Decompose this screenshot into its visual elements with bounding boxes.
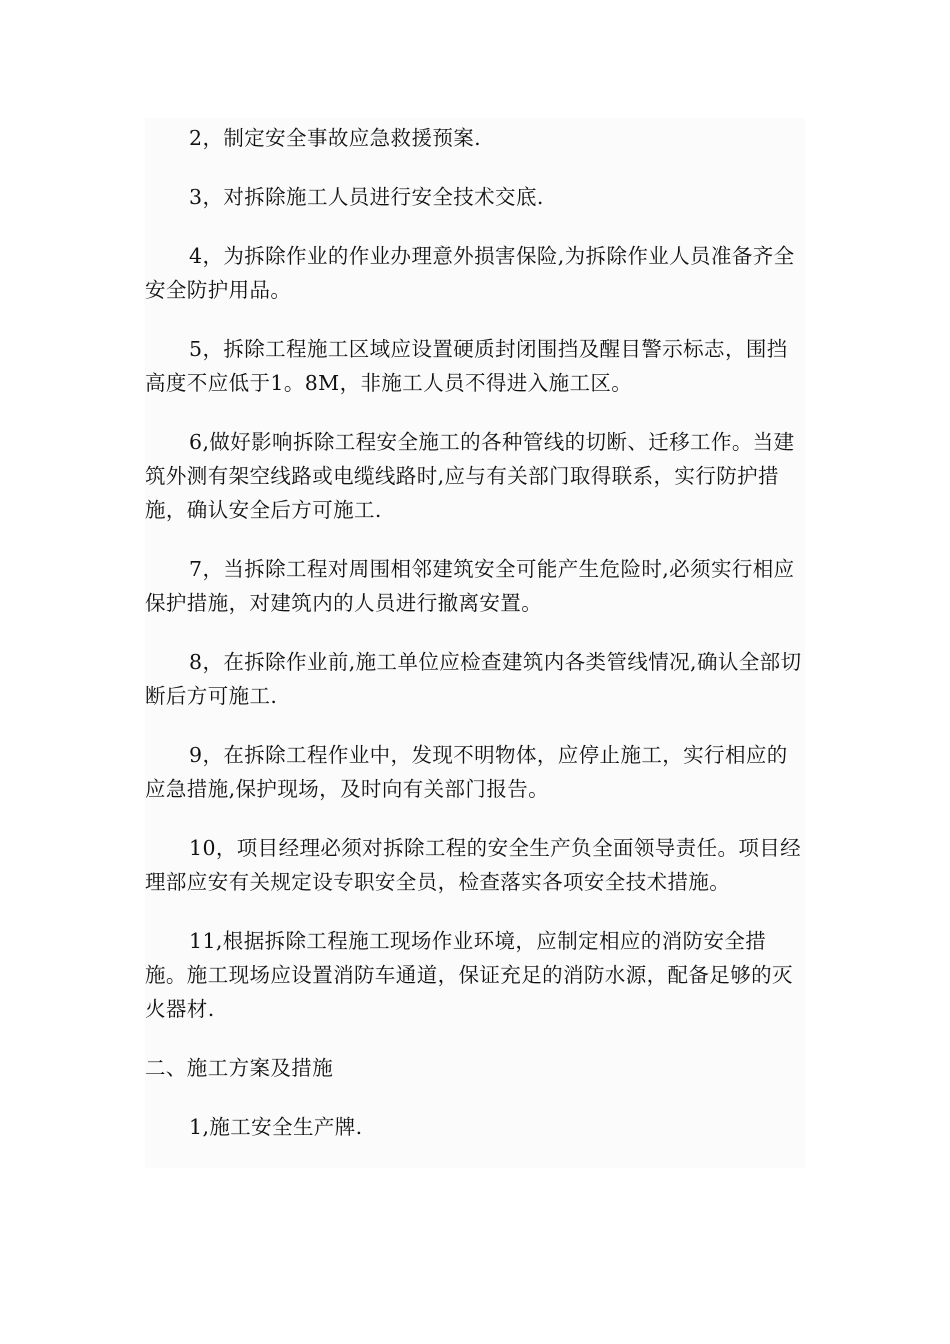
paragraph-item-6: 6,做好影响拆除工程安全施工的各种管线的切断、迁移工作。当建筑外测有架空线路或电缆线路时,应与有关部门取得联系，实行防护措施，确认安全后方可施工. <box>145 430 795 522</box>
paragraph-item-3: 3，对拆除施工人员进行安全技术交底. <box>189 185 544 209</box>
paragraph-item-11: 11,根据拆除工程施工现场作业环境，应制定相应的消防安全措施。施工现场应设置消防车通道，保证充足的消防水源，配备足够的灭火器材. <box>145 929 793 1021</box>
paragraph-item-8: 8，在拆除作业前,施工单位应检查建筑内各类管线情况,确认全部切断后方可施工. <box>145 650 802 708</box>
section-heading: 二、施工方案及措施 <box>145 1056 334 1080</box>
paragraph-item-2: 2，制定安全事故应急救援预案. <box>189 126 482 150</box>
paragraph-item-1-subsection: 1,施工安全生产牌. <box>189 1115 363 1139</box>
paragraph-item-4: 4，为拆除作业的作业办理意外损害保险,为拆除作业人员准备齐全安全防护用品。 <box>145 244 795 302</box>
document-body <box>145 118 805 1168</box>
paragraph-item-10: 10，项目经理必须对拆除工程的安全生产负全面领导责任。项目经理部应安有关规定设专职安全员，检查落实各项安全技术措施。 <box>145 836 802 894</box>
paragraph-item-7: 7，当拆除工程对周围相邻建筑安全可能产生危险时,必须实行相应保护措施，对建筑内的人员进行撤离安置。 <box>145 557 795 615</box>
paragraph-item-9: 9，在拆除工程作业中，发现不明物体，应停止施工，实行相应的应急措施,保护现场，及时向有关部门报告。 <box>145 743 788 801</box>
paragraph-item-5: 5，拆除工程施工区域应设置硬质封闭围挡及醒目警示标志，围挡高度不应低于1。8M，非施工人员不得进入施工区。 <box>145 337 788 395</box>
